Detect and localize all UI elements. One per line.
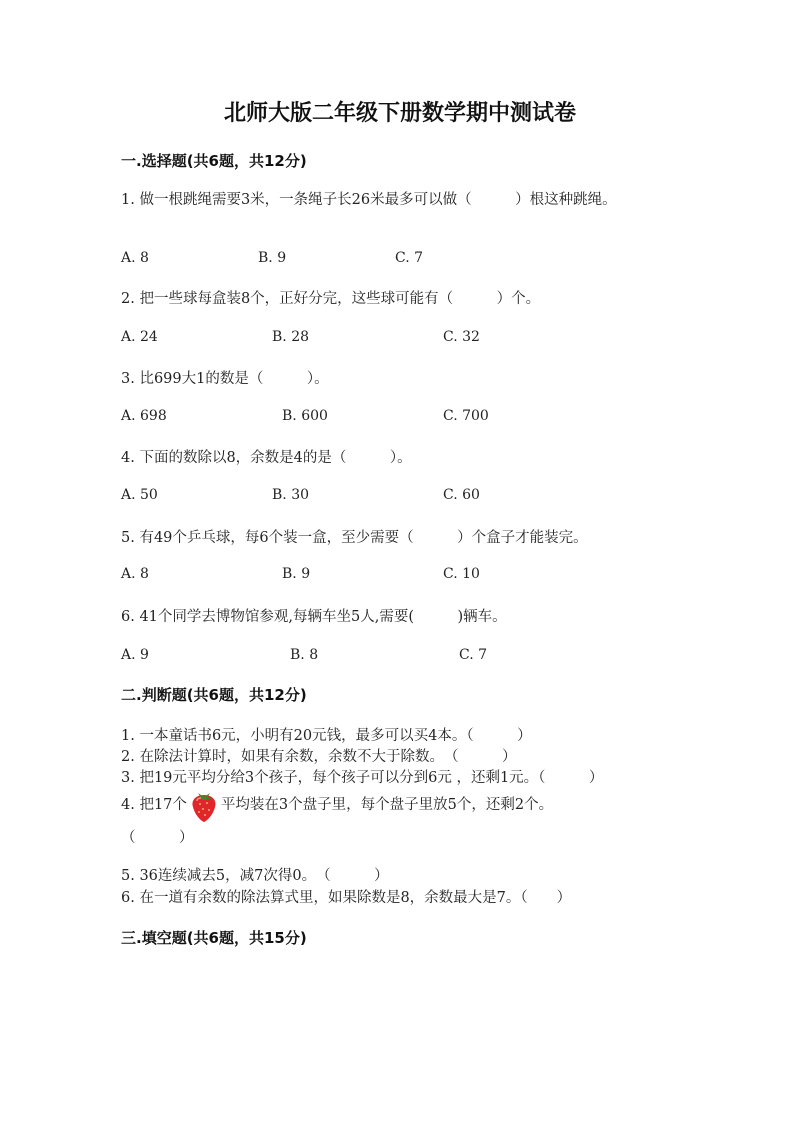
section-heading-fill: 三.填空题(共6题，共15分) bbox=[121, 929, 307, 947]
question-1: 1. 做一根跳绳需要3米，一条绳子长26米最多可以做（ ）根这种跳绳。 bbox=[121, 192, 617, 208]
section-heading-judgement: 二.判断题(共6题，共12分) bbox=[121, 686, 307, 704]
judgement-3: 3. 把19元平均分给3个孩子，每个孩子可以分到6元 ，还剩1元。（ ） bbox=[121, 770, 604, 786]
option-4b: B. 30 bbox=[272, 487, 310, 503]
option-2a: A. 24 bbox=[121, 329, 158, 345]
option-4a: A. 50 bbox=[121, 487, 158, 503]
question-6: 6. 41个同学去博物馆参观,每辆车坐5人,需要( )辆车。 bbox=[121, 609, 507, 625]
judgement-4 bbox=[121, 782, 553, 828]
judgement-4-part1: 4. 把17个 bbox=[121, 797, 187, 813]
question-4: 4. 下面的数除以8，余数是4的是（ ）。 bbox=[121, 450, 412, 466]
question-5: 5. 有49个乒乓球，每6个装一盒，至少需要（ ）个盒子才能装完。 bbox=[121, 530, 588, 546]
option-5b: B. 9 bbox=[282, 566, 311, 582]
judgement-4-part2: 平均装在3个盘子里，每个盘子里放5个，还剩2个。 bbox=[220, 797, 554, 813]
option-3c: C. 700 bbox=[443, 408, 489, 424]
option-3b: B. 600 bbox=[282, 408, 328, 424]
option-6b: B. 8 bbox=[290, 647, 319, 663]
option-4c: C. 60 bbox=[443, 487, 480, 503]
section-heading-choice: 一.选择题(共6题，共12分) bbox=[121, 152, 307, 170]
option-6c: C. 7 bbox=[459, 647, 488, 663]
option-2c: C. 32 bbox=[443, 329, 480, 345]
judgement-1: 1. 一本童话书6元，小明有20元钱，最多可以买4本。（ ） bbox=[121, 728, 532, 744]
option-5a: A. 8 bbox=[121, 566, 149, 582]
page-title: 北师大版二年级下册数学期中测试卷 bbox=[223, 101, 576, 126]
option-1a: A. 8 bbox=[121, 250, 149, 266]
option-3a: A. 698 bbox=[121, 408, 167, 424]
judgement-6: 6. 在一道有余数的除法算式里，如果除数是8，余数最大是7。（ ） bbox=[121, 890, 572, 906]
judgement-2: 2. 在除法计算时，如果有余数，余数不大于除数。 （ ） bbox=[121, 749, 517, 765]
option-2b: B. 28 bbox=[272, 329, 310, 345]
option-1c: C. 7 bbox=[395, 250, 424, 266]
option-5c: C. 10 bbox=[443, 566, 480, 582]
judgement-5: 5. 36连续减去5，减7次得0。 （ ） bbox=[121, 868, 389, 884]
question-2: 2. 把一些球每盒装8个，正好分完，这些球可能有（ ）个。 bbox=[121, 291, 541, 307]
strawberry-icon bbox=[189, 787, 219, 823]
option-6a: A. 9 bbox=[121, 647, 149, 663]
judgement-4-answer: （ ） bbox=[121, 830, 194, 846]
option-1b: B. 9 bbox=[258, 250, 287, 266]
question-3: 3. 比699大1的数是（ ）。 bbox=[121, 371, 329, 387]
